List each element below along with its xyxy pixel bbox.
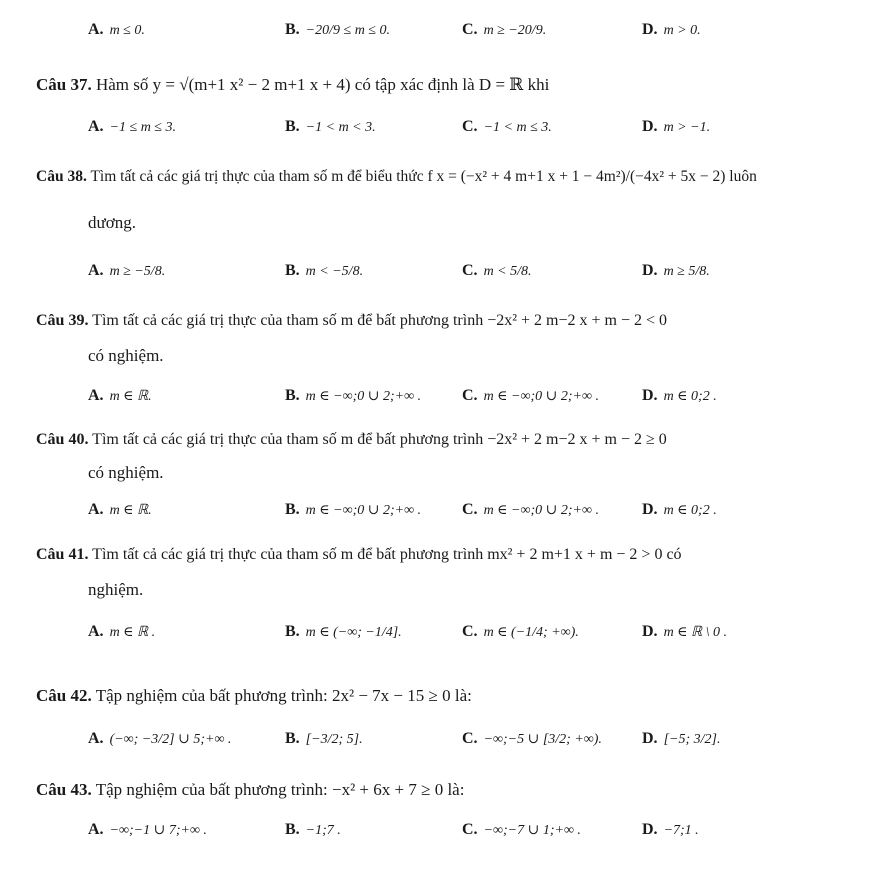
q40-option-c[interactable]: C. m ∈ −∞;0 ∪ 2;+∞ .	[462, 501, 599, 518]
question-text: Tìm tất cả các giá trị thực của tham số m để bất phương trình mx² + 2 m+1 x + m − 2 > 0 có	[92, 546, 682, 563]
q38-option-a[interactable]: A. m ≥ −5/8.	[88, 262, 166, 279]
question-41-continued: nghiệm.	[88, 580, 144, 599]
q39-option-a[interactable]: A. m ∈ ℝ.	[88, 387, 152, 404]
question-37	[36, 75, 549, 95]
q39-option-c[interactable]: C. m ∈ −∞;0 ∪ 2;+∞ .	[462, 387, 599, 404]
q43-option-d[interactable]: D. −7;1 .	[642, 821, 699, 838]
question-text: Tập nghiệm của bất phương trình: 2x² − 7x − 15 ≥ 0 là:	[95, 686, 472, 705]
q40-option-a[interactable]: A. m ∈ ℝ.	[88, 501, 152, 518]
q42-option-c[interactable]: C. −∞;−5 ∪ [3/2; +∞).	[462, 730, 602, 747]
question-number: Câu 38.	[36, 168, 87, 185]
question-number: Câu 37.	[36, 75, 92, 94]
q36-option-b[interactable]: B. −20/9 ≤ m ≤ 0.	[285, 21, 390, 38]
question-40-continued: có nghiệm.	[88, 463, 164, 482]
question-number: Câu 40.	[36, 431, 89, 448]
q38-option-b[interactable]: B. m < −5/8.	[285, 262, 364, 279]
q42-option-a[interactable]: A. (−∞; −3/2] ∪ 5;+∞ .	[88, 730, 232, 747]
question-38-continued: dương.	[88, 213, 136, 232]
question-38	[36, 167, 757, 187]
q38-option-d[interactable]: D. m ≥ 5/8.	[642, 262, 710, 279]
question-text: Tìm tất cả các giá trị thực của tham số m để biểu thức f x = (−x² + 4 m+1 x + 1 − 4m²)/(−4x² + 5x − 2) luôn	[90, 168, 757, 185]
q37-option-d[interactable]: D. m > −1.	[642, 118, 711, 135]
q41-option-c[interactable]: C. m ∈ (−1/4; +∞).	[462, 623, 579, 640]
q41-option-b[interactable]: B. m ∈ (−∞; −1/4].	[285, 623, 402, 640]
q41-option-a[interactable]: A. m ∈ ℝ .	[88, 623, 156, 640]
question-39	[36, 311, 667, 331]
q42-option-d[interactable]: D. [−5; 3/2].	[642, 730, 721, 747]
question-text: Tập nghiệm của bất phương trình: −x² + 6x + 7 ≥ 0 là:	[95, 780, 465, 799]
question-number: Câu 42.	[36, 686, 92, 705]
question-number: Câu 39.	[36, 312, 89, 329]
q40-option-d[interactable]: D. m ∈ 0;2 .	[642, 501, 717, 518]
question-40	[36, 430, 667, 450]
q39-option-b[interactable]: B. m ∈ −∞;0 ∪ 2;+∞ .	[285, 387, 422, 404]
question-42	[36, 686, 472, 706]
question-43	[36, 780, 464, 800]
q43-option-a[interactable]: A. −∞;−1 ∪ 7;+∞ .	[88, 821, 207, 838]
q38-option-c[interactable]: C. m < 5/8.	[462, 262, 532, 279]
question-text: Tìm tất cả các giá trị thực của tham số m để bất phương trình −2x² + 2 m−2 x + m − 2 ≥ 0	[92, 431, 667, 448]
question-41	[36, 545, 682, 565]
q37-option-a[interactable]: A. −1 ≤ m ≤ 3.	[88, 118, 176, 135]
q41-option-d[interactable]: D. m ∈ ℝ \ 0 .	[642, 623, 728, 640]
question-text: Hàm số y = √(m+1 x² − 2 m+1 x + 4) có tập xác định là D = ℝ khi	[95, 75, 550, 94]
q36-option-a[interactable]: A. m ≤ 0.	[88, 21, 145, 38]
q43-option-b[interactable]: B. −1;7 .	[285, 821, 341, 838]
q42-option-b[interactable]: B. [−3/2; 5].	[285, 730, 363, 747]
q39-option-d[interactable]: D. m ∈ 0;2 .	[642, 387, 717, 404]
q40-option-b[interactable]: B. m ∈ −∞;0 ∪ 2;+∞ .	[285, 501, 422, 518]
question-39-continued: có nghiệm.	[88, 346, 164, 365]
question-number: Câu 41.	[36, 546, 89, 563]
q36-option-c[interactable]: C. m ≥ −20/9.	[462, 21, 547, 38]
q43-option-c[interactable]: C. −∞;−7 ∪ 1;+∞ .	[462, 821, 581, 838]
question-number: Câu 43.	[36, 780, 92, 799]
q36-option-d[interactable]: D. m > 0.	[642, 21, 701, 38]
question-text: Tìm tất cả các giá trị thực của tham số m để bất phương trình −2x² + 2 m−2 x + m − 2 < 0	[92, 312, 668, 329]
q37-option-b[interactable]: B. −1 < m < 3.	[285, 118, 376, 135]
q37-option-c[interactable]: C. −1 < m ≤ 3.	[462, 118, 552, 135]
